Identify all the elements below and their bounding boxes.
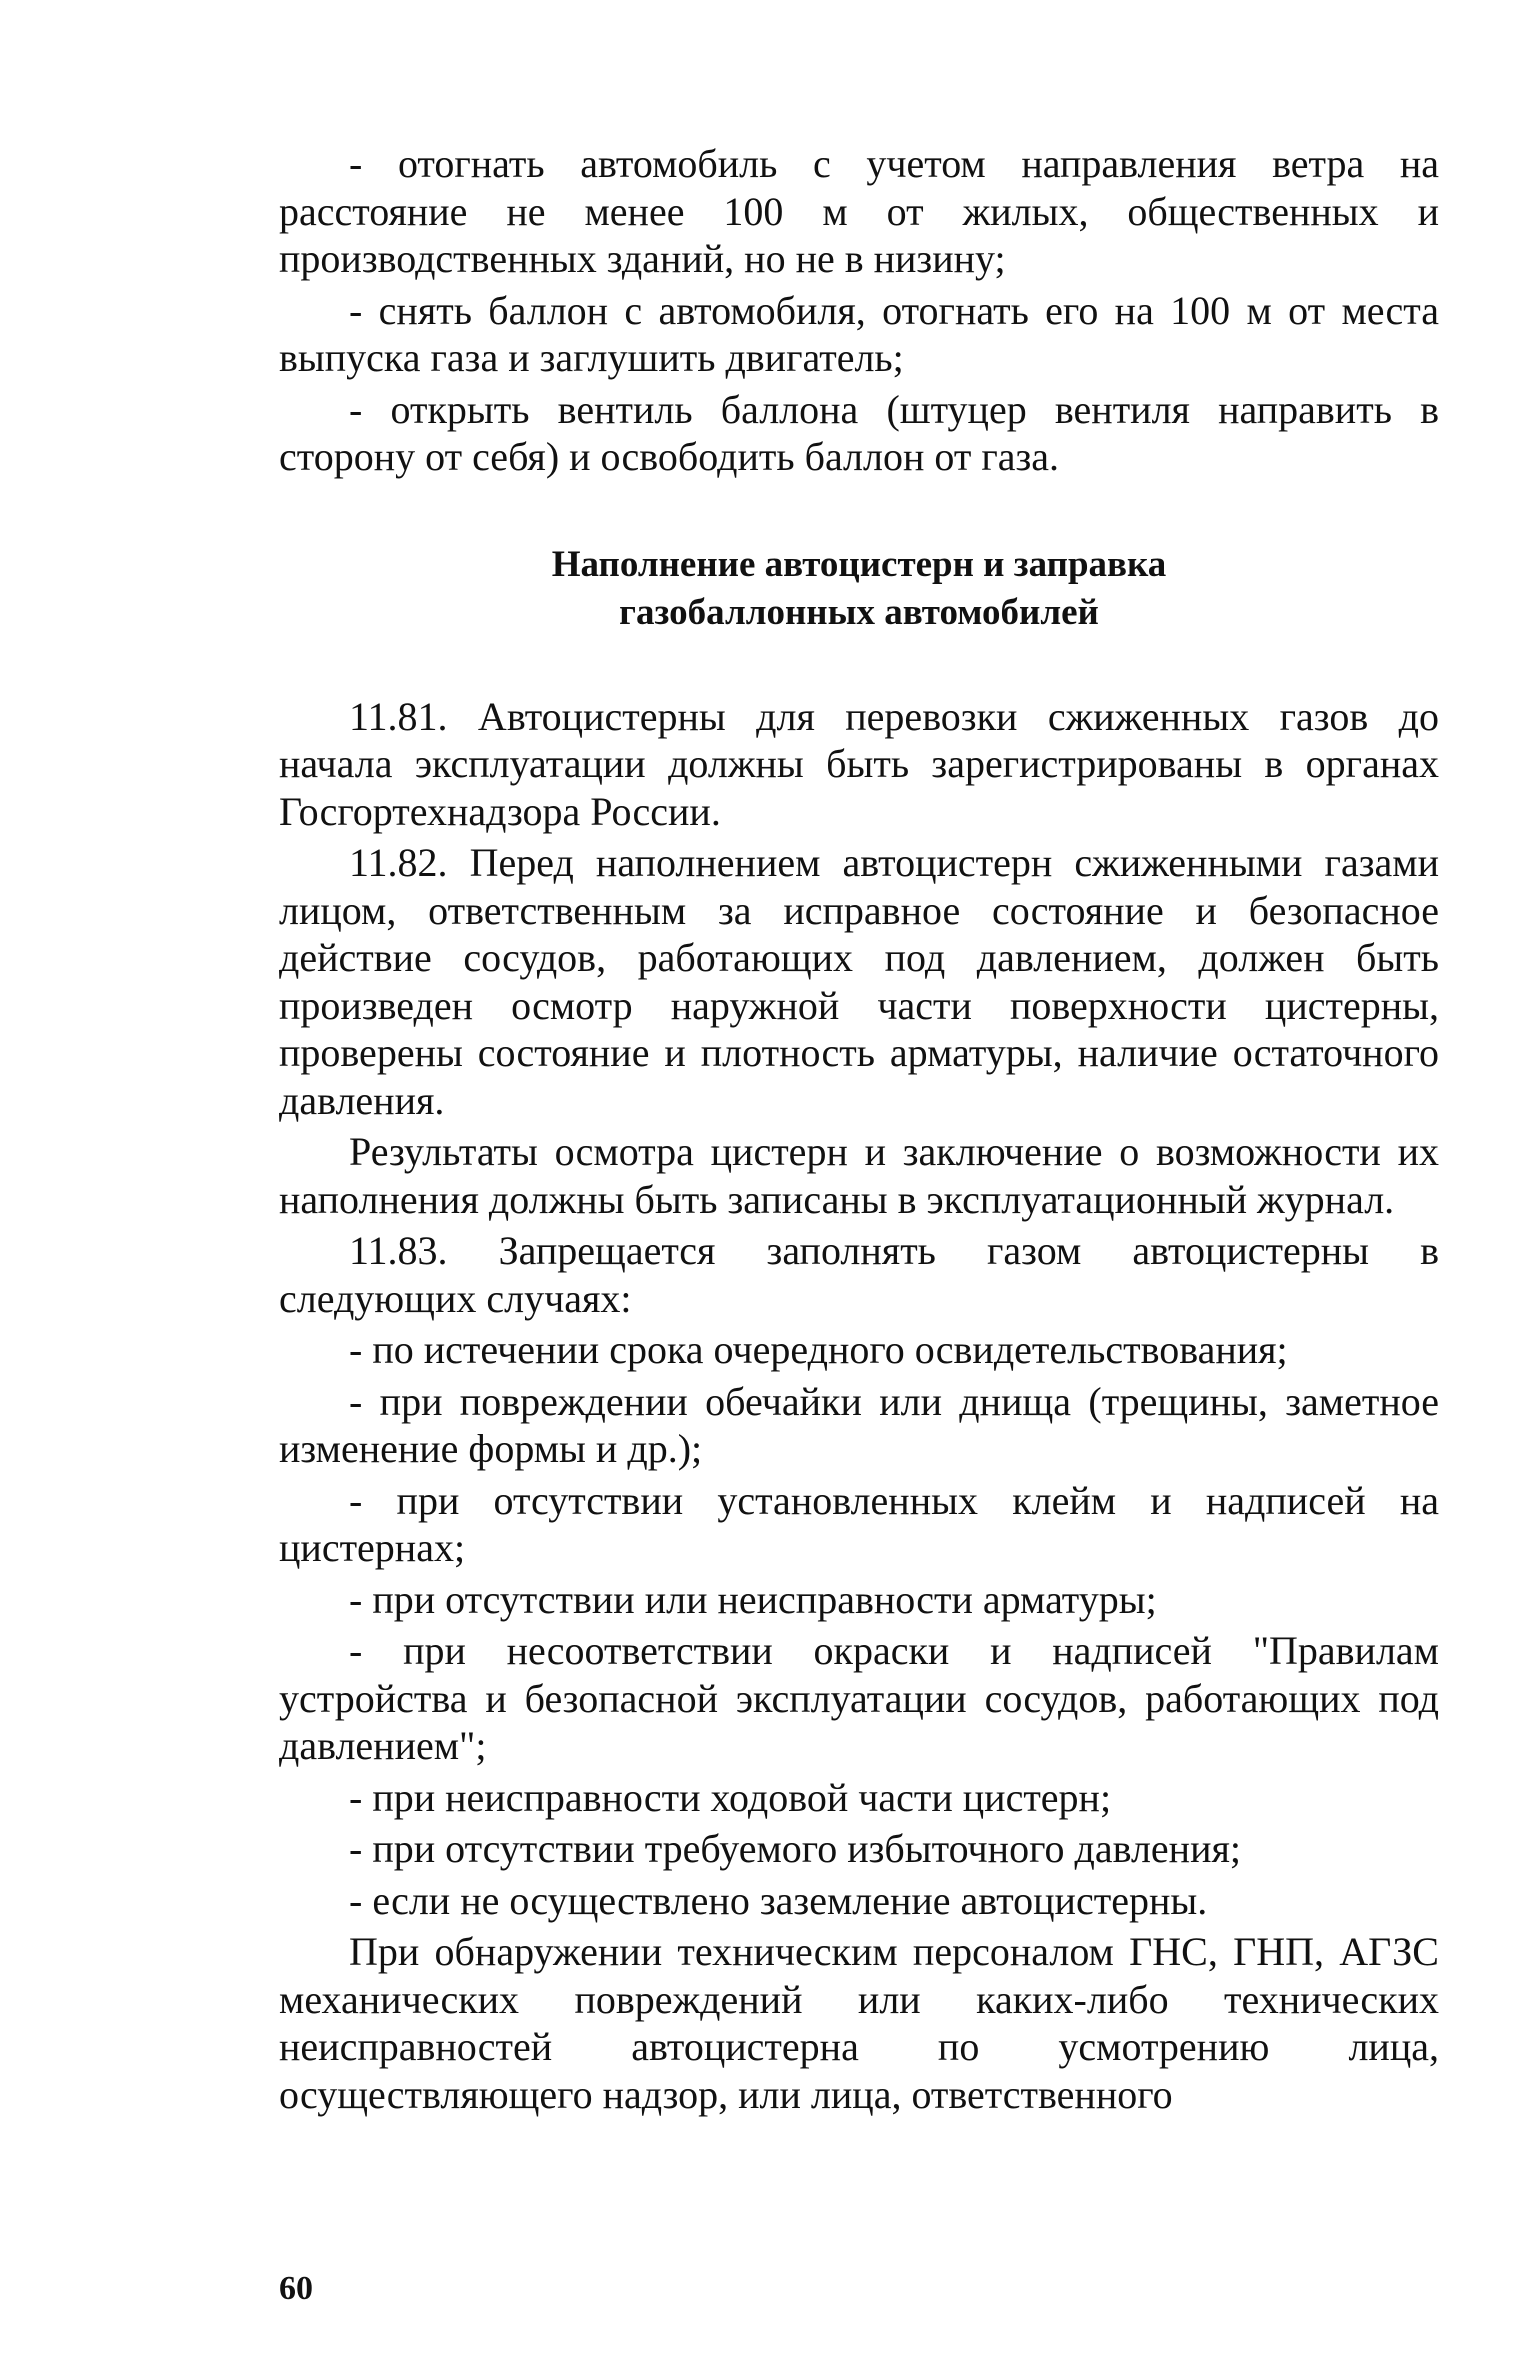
paragraph-11-81: 11.81. Автоцистерны для перевозки сжиженных газов до начала эксплуатации должны быть зарегистрированы в органах Госгортехнадзора России. [279,693,1439,834]
paragraph-11-83: 11.83. Запрещается заполнять газом автоцистерны в следующих случаях: [279,1228,1439,1321]
list-item-faulty-fittings: - при отсутствии или неисправности арматуры; [349,1576,1157,1622]
list-item-paint-mismatch: - при несоответствии окраски и надписей "Правилам устройства и безопасной эксплуатации сосудов, работающих под давлением"; [279,1628,1439,1768]
list-item-missing-marks: - при отсутствии установленных клейм и надписей на цистернах; [279,1477,1439,1570]
section-heading-line-1: Наполнение автоцистерн и заправка [551,543,1167,585]
paragraph-11-82: 11.82. Перед наполнением автоцистерн сжиженными газами лицом, ответственным за исправное состояние и безопасное действие сосудов, работающих под давлением, должен быть произведен осмотр наружной части поверхности цистерны, проверены состояние и плотность арматуры, наличие остаточного давления. [279,840,1439,1123]
page-number: 60 [279,2270,313,2307]
list-item-shell-damage: - при повреждении обечайки или днища (трещины, заметное изменение формы и др.); [279,1378,1439,1471]
paragraph-open-valve: - открыть вентиль баллона (штуцер вентиля направить в сторону от себя) и освободить баллон от газа. [279,386,1439,479]
section-heading-line-2: газобаллонных автомобилей [619,591,1099,633]
list-item-chassis-fault: - при неисправности ходовой части цистерн; [349,1774,1112,1820]
list-item-no-grounding: - если не осуществлено заземление автоцистерны. [349,1877,1208,1923]
section-heading [279,541,1439,637]
paragraph-damage-detected: При обнаружении техническим персоналом ГНС, ГНП, АГЗС механических повреждений или каких-либо технических неисправностей автоцистерна по усмотрению лица, осуществляющего надзор, или лица, ответственного [279,1929,1439,2117]
paragraph-remove-cylinder: - снять баллон с автомобиля, отогнать его на 100 м от места выпуска газа и заглушить двигатель; [279,287,1439,380]
document-page [279,140,1439,2122]
list-item-no-excess-pressure: - при отсутствии требуемого избыточного давления; [349,1826,1241,1871]
paragraph-tow-vehicle: - отогнать автомобиль с учетом направления ветра на расстояние не менее 100 м от жилых, общественных и производственных зданий, но не в низину; [279,141,1439,281]
list-item-expired-inspection: - по истечении срока очередного освидетельствования; [349,1327,1288,1372]
paragraph-inspection-results: Результаты осмотра цистерн и заключение о возможности их наполнения должны быть записаны в эксплуатационный журнал. [279,1129,1439,1222]
